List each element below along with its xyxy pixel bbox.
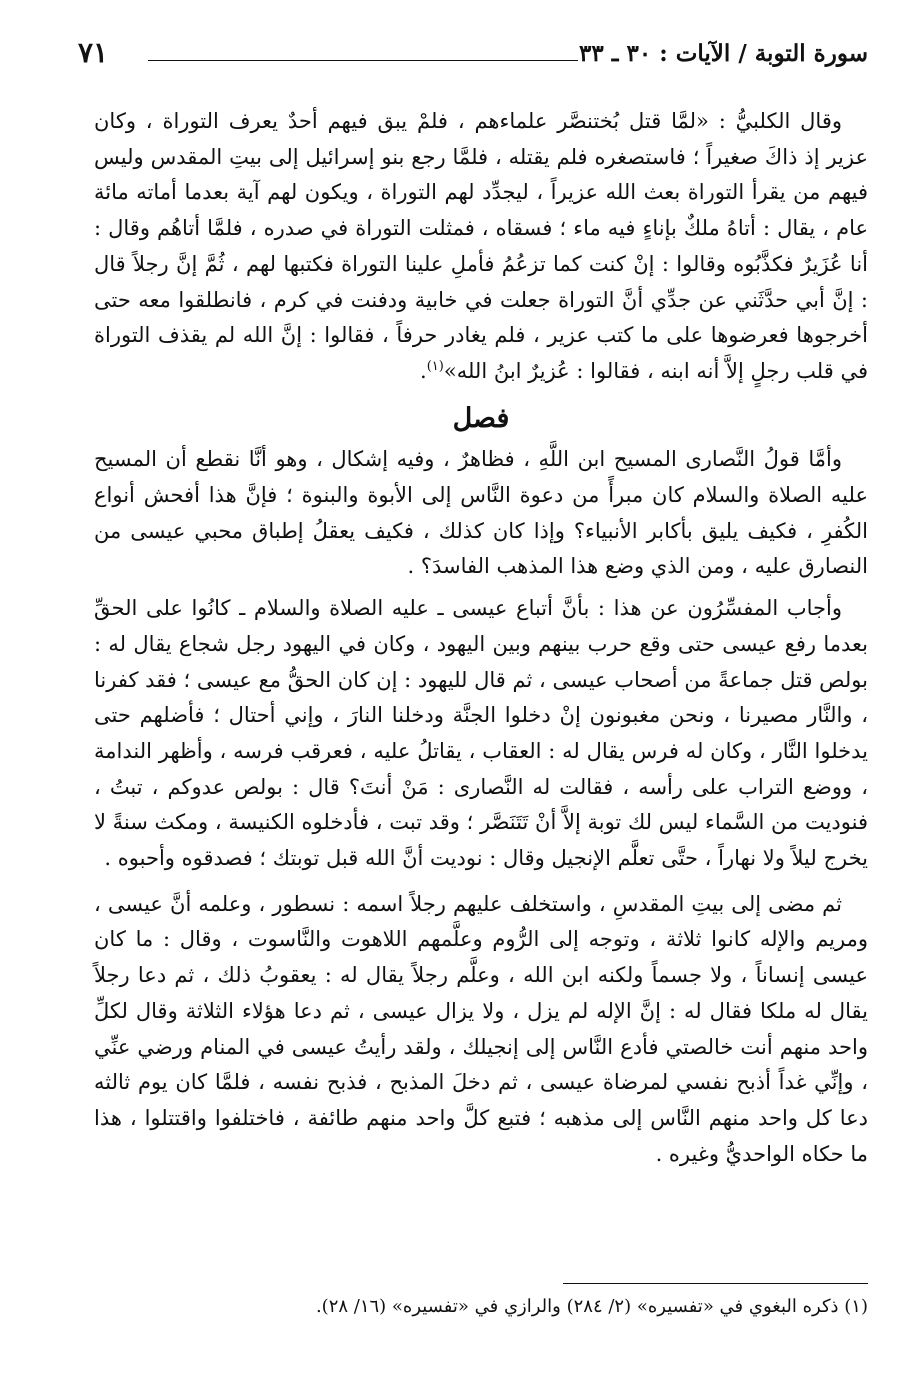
- footnote-divider: [563, 1283, 868, 1284]
- paragraph-1: [94, 104, 868, 390]
- header-title: سورة التوبة / الآيات : ٣٠ ـ ٣٣: [579, 40, 868, 67]
- page-number: ٧١: [78, 36, 109, 69]
- paragraph-1-text: وقال الكلبيُّ : «لمَّا قتل بُختنصَّر علماءهم ، فلمْ يبق فيهم أحدٌ يعرف التوراة ، وكان عزير إذ ذاكَ صغيراً ؛ فاستصغره فلم يقتله ، فلمَّا رجع بنو إسرائيل إلى بيتِ المقدس وليس فيهم من يقرأ التوراة بعث الله عزيراً ، ليجدِّد لهم التوراة ، ويكون لهم آية بعدما أماته مائة عام ، يقال : أتاهُ ملكٌ بإناءٍ فيه ماء ؛ فسقاه ، فمثلت التوراة في صدره ، فلمَّا أتاهُم وقال : أنا عُزَيرٌ فكذَّبُوه وقالوا : إنْ كنت كما تزعُمُ فأملِ علينا التوراة فكتبها لهم ، ثُمَّ إنَّ رجلاً قال : إنَّ أبي حدَّثَني عن جدِّي أنَّ التوراة جعلت في خابية ودفنت في كرم ، فانطلقوا معه حتى أخرجوها فعرضوها على ما كتب عزير ، فلم يغادر حرفاً ، فقالوا : إنَّ الله لم يقذف التوراة في قلب رجلٍ إلاَّ أنه ابنه ، فقالوا : عُزيرٌ ابنُ الله»: [94, 109, 869, 383]
- main-text: [94, 104, 868, 1172]
- section-heading: فصل: [452, 402, 510, 434]
- paragraph-1-end: .: [420, 358, 427, 383]
- paragraph-2: وأمَّا قولُ النَّصارى المسيح ابن اللَّهِ ، فظاهرٌ ، وفيه إشكال ، وهو أنَّا نقطع أن المسيح عليه الصلاة والسلام كان مبرأً من دعوة النَّاس إلى الأبوة والبنوة ؛ فإنَّ هذا أفحش أنواع الكُفرِ ، فكيف يليق بأكابر الأنبياء؟ وإذا كان كذلك ، فكيف يعقلُ إطباق محبي عيسى من النصارق عليه ، ومن الذي وضع هذا المذهب الفاسدَ؟ .: [94, 447, 868, 579]
- running-header: [78, 34, 868, 74]
- paragraph-4: ثم مضى إلى بيتِ المقدسِ ، واستخلف عليهم رجلاً اسمه : نسطور ، وعلمه أنَّ عيسى ، ومريم والإله كانوا ثلاثة ، وتوجه إلى الرُّوم وعلَّمهم اللاهوت والنَّاسوت ، وقال : ما كان عيسى إنساناً ، ولا جسماً ولكنه ابن الله ، وعلَّم رجلاً يقال له : يعقوبُ ذلك ، ثم دعا رجلاً يقال له ملكا فقال له : إنَّ الإله لم يزل ، ولا يزال عيسى ، ثم دعا هؤلاء الثلاثة وقال لكلِّ واحد منهم أنت خالصتي فأدع النَّاس إلى إنجيلك ، ولقد رأيتُ عيسى في المنام ورضي عنِّي ، وإنِّي غداً أذبح نفسي لمرضاة عيسى ، ثم دخلَ المذبح ، فذبح نفسه ، فلمَّا كان يوم ثالثه دعا كل واحد منهم النَّاس إلى مذهبه ؛ فتبع كلَّ واحد منهم طائفة ، فاختلفوا واقتتلوا ، هذا ما حكاه الواحديُّ وغيره .: [94, 891, 868, 1166]
- footnote-1: (١) ذكره البغوي في «تفسيره» (٢/ ٢٨٤) والرازي في «تفسيره» (١٦/ ٢٨).: [315, 1296, 868, 1317]
- footnote-ref-1: (١): [426, 358, 444, 374]
- paragraph-3: وأجاب المفسِّرُون عن هذا : بأنَّ أتباع عيسى ـ عليه الصلاة والسلام ـ كانُوا على الحقِّ بعدما رفع عيسى حتى وقع حرب بينهم وبين اليهود ، وكان في اليهود رجل شجاع يقال له : بولص قتل جماعةً من أصحاب عيسى ، ثم قال لليهود : إن كان الحقُّ مع عيسى ؛ فقد كفرنا ، والنَّار مصيرنا ، ونحن مغبونون إنْ دخلوا الجنَّة ودخلنا النارَ ، وإني أحتال ؛ فأضلهم حتى يدخلوا النَّار ، وكان له فرس يقال له : العقاب ، يقاتلُ عليه ، فعرقب فرسه ، وأظهر الندامة ، ووضع التراب على رأسه ، فقالت له النَّصارى : مَنْ أنتَ؟ قال : بولص عدوكم ، تبتُ ، فنوديت من السَّماء ليس لك توبة إلاَّ أنْ تَتَنَصَّر ؛ وقد تبت ، فأدخلوه الكنيسة ، ومكث سنةً لا يخرج ليلاً ولا نهاراً ، حتَّى تعلَّم الإنجيل وقال : نوديت أنَّ الله قبل توبتك ؛ فصدقوه وأحبوه .: [94, 596, 868, 871]
- header-rule: [148, 60, 578, 61]
